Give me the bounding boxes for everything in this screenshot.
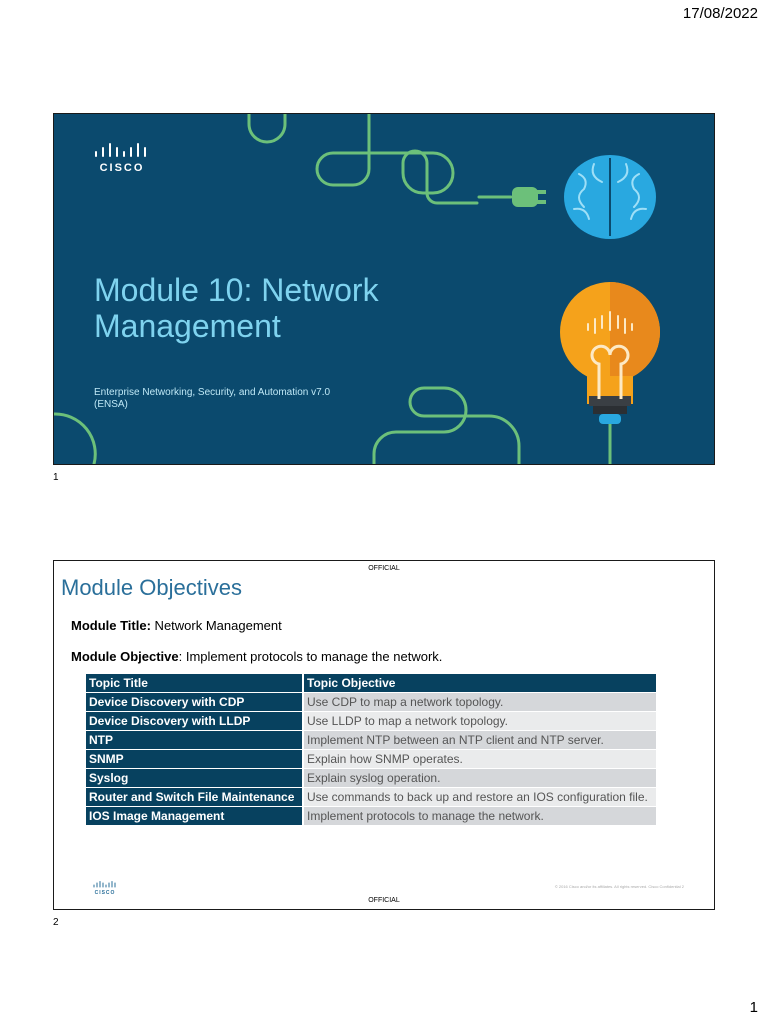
slide-title	[94, 272, 494, 344]
topic-title-cell: Router and Switch File Maintenance	[86, 788, 302, 806]
topic-title-cell: Device Discovery with LLDP	[86, 712, 302, 730]
table-row	[86, 750, 656, 768]
table-row	[86, 788, 656, 806]
title-slide	[53, 113, 715, 465]
module-title	[71, 618, 282, 633]
module-title-value: Network Management	[150, 618, 282, 633]
module-objective	[71, 649, 442, 664]
header-topic-objective: Topic Objective	[302, 674, 656, 692]
topic-objective-cell: Use commands to back up and restore an IOS configuration file.	[302, 788, 656, 806]
topic-objective-cell: Implement NTP between an NTP client and NTP server.	[302, 731, 656, 749]
topic-title-cell: SNMP	[86, 750, 302, 768]
topic-objective-cell: Explain syslog operation.	[302, 769, 656, 787]
table-row	[86, 712, 656, 730]
slide-title: Module Objectives	[61, 575, 242, 600]
table-row	[86, 807, 656, 825]
cisco-logo	[92, 142, 152, 179]
objectives-slide	[53, 560, 715, 910]
table-row	[86, 769, 656, 787]
table-row	[86, 731, 656, 749]
table-header-row	[86, 674, 656, 692]
topic-title-cell: IOS Image Management	[86, 807, 302, 825]
slide-subtitle-line-2: (ENSA)	[94, 399, 128, 410]
print-date: 17/08/2022	[682, 5, 758, 22]
brain-icon	[564, 155, 656, 239]
topic-objective-cell: Use LLDP to map a network topology.	[302, 712, 656, 730]
slide-subtitle-line-1: Enterprise Networking, Security, and Automation v7.0	[94, 387, 331, 398]
lightbulb-icon	[560, 282, 660, 424]
slide-number-1: 1	[53, 472, 59, 483]
slide-subtitle	[94, 387, 394, 411]
slide-title-line-2: Management	[94, 308, 281, 344]
topic-objective-cell: Explain how SNMP operates.	[302, 750, 656, 768]
official-label-bottom: OFFICIAL	[368, 897, 400, 904]
copyright-notice: © 2016 Cisco and/or its affiliates. All rights reserved. Cisco Confidential 2	[554, 884, 684, 889]
slide-title-line-1: Module 10: Network	[94, 272, 379, 308]
header-topic-title: Topic Title	[86, 674, 302, 692]
topic-objective-cell: Implement protocols to manage the network.	[302, 807, 656, 825]
module-title-label: Module Title:	[71, 618, 151, 633]
cisco-bars-icon	[92, 881, 118, 895]
cisco-bars-icon	[92, 142, 152, 174]
slide-number-2: 2	[53, 917, 59, 928]
page-number: 1	[749, 999, 758, 1016]
topic-title-cell: NTP	[86, 731, 302, 749]
table-row	[86, 693, 656, 711]
official-label-top: OFFICIAL	[368, 565, 400, 572]
topic-title-cell: Device Discovery with CDP	[86, 693, 302, 711]
cisco-logo-text: CISCO	[99, 162, 145, 174]
module-objective-value: : Implement protocols to manage the network.	[178, 649, 443, 664]
cisco-logo-text: CISCO	[94, 890, 116, 895]
topic-title-cell: Syslog	[86, 769, 302, 787]
topic-objective-cell: Use CDP to map a network topology.	[302, 693, 656, 711]
objectives-table	[86, 673, 656, 826]
module-objective-label: Module Objective	[71, 649, 179, 664]
